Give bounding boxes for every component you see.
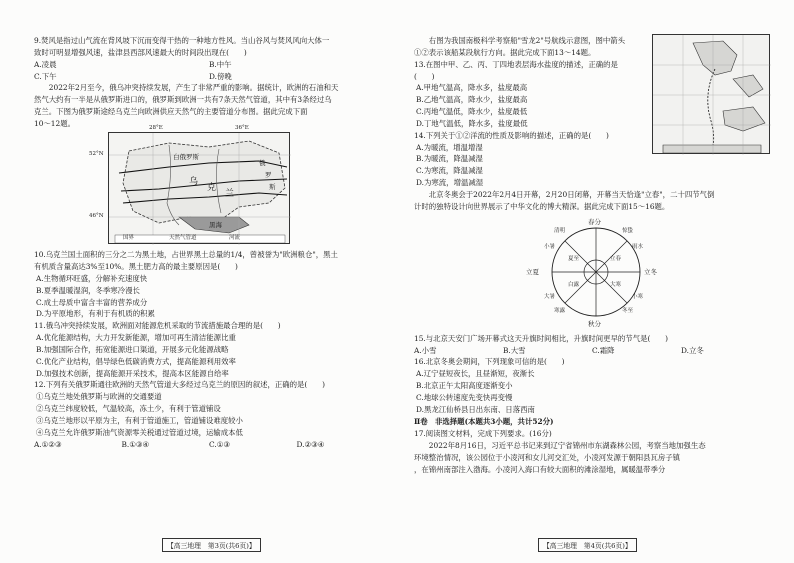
q14-option-d: D.为寒流，增温减湿 [416, 178, 484, 188]
footer-page-3: 【高三地理 第3页(共6页)】 [162, 538, 261, 552]
q11-option-c: C.优化产业结构，倡导绿色低碳消费方式，提高能源利用效率 [36, 356, 236, 366]
map-label-ukraine2: 克 [207, 183, 217, 194]
q10-option-d: D.为平原地形，有利于有机质的积累 [36, 309, 155, 319]
passage-olympics-line2: 计时的独特设计向世界展示了中华文化的博大精深。据此完成下面15～16题。 [414, 201, 670, 211]
solar-terms-diagram [526, 214, 662, 330]
q9-option-a: A.凌晨 [34, 59, 57, 69]
q11-option-b: B.加强国际合作，拓宽能源进口渠道，开展多元化能源战略 [36, 344, 229, 354]
q13-option-d: D.丁地气温低，降水多，盐度最低 [416, 118, 528, 128]
q13-paren: ( ) [414, 71, 435, 81]
route-map-drawing [653, 35, 771, 155]
q15-option-a: A.小雪 [414, 345, 437, 355]
term-dahan: 大寒 [610, 281, 622, 288]
solar-terms-wheel [530, 214, 662, 330]
q16-option-b: B.北京正午太阳高度逐渐变小 [416, 381, 513, 391]
q15-option-d: D.立冬 [681, 345, 704, 355]
q17-stem: 17.阅读图文材料，完成下列要求。(16分) [414, 429, 552, 439]
term-xiaoshu: 小暑 [544, 243, 556, 250]
q17-passage-line3: ，在锦州南部注入渤海。小凌河入海口有较大面积的滩涂湿地，属暖温带季分 [414, 464, 666, 474]
passage-olympics-line1: 北京冬奥会于2022年2月4日开幕，2月20日闭幕，开幕当天恰逢"立春"，二十四节气倒 [428, 189, 715, 199]
q15-options [414, 346, 770, 355]
term-hanlu: 寒露 [554, 307, 566, 314]
passage-ukraine-line3: 克兰。下图为俄罗斯途经乌克兰向欧洲供应天然气的主要管道分布图。据此完成下面 [34, 107, 308, 117]
q14-option-b: B.为暖流，降温减湿 [416, 154, 483, 164]
map-legend-border: 国界 [123, 235, 135, 242]
q13-stem: 13.在图中甲、乙、丙、丁四地表层海水盐度的描述，正确的是 [414, 59, 618, 69]
map-label-russia1: 俄 [259, 159, 266, 168]
q10-stem-line1: 10.乌克兰国土面积的三分之二为黑土地，占世界黑土总量的1/4，曾被誉为"欧洲粮仓"，黑土 [34, 250, 338, 260]
q12-statement-4: ④乌克兰允许俄罗斯油气资源零关税通过管道过境，运输成本低 [36, 427, 243, 437]
map-lon-36: 36°E [235, 125, 249, 132]
q16-option-a: A.辽宁昼短夜长，且昼渐短，夜渐长 [416, 369, 535, 379]
q9-option-c: C.下午 [34, 71, 57, 81]
term-dashu: 大暑 [544, 293, 556, 300]
q11-stem: 11.俄乌冲突持续发展，欧洲面对能源危机采取的节流措施最合理的是( ) [34, 321, 281, 331]
q12-stem: 12.下列有关俄罗斯通往欧洲的天然气管道大多经过乌克兰的原因的叙述，正确的是( ) [34, 380, 325, 390]
term-xiazhi: 夏至 [568, 255, 580, 262]
q17-passage-line1: 2022年8月16日，习近平总书记来到辽宁省锦州市东湖森林公园，考察当地加强生态 [428, 441, 706, 451]
term-xiaohan: 小寒 [632, 293, 644, 300]
map-label-belarus: 白俄罗斯 [173, 153, 199, 162]
q12-option-a: A.①②③ [34, 439, 62, 449]
term-jingzhe: 惊蛰 [622, 227, 634, 234]
q9-option-b: B.中午 [209, 59, 232, 69]
passage-ukraine-line1: 2022年2月至今，俄乌冲突持续发展，产生了非常严重的影响。据统计，欧洲的石油和天 [48, 83, 339, 93]
map-label-ukraine3: 兰 [225, 189, 235, 200]
q13-option-b: B.乙地气温高，降水少，盐度最高 [416, 95, 528, 105]
antarctic-route-map [652, 34, 770, 154]
q15-option-b: B.大雪 [503, 345, 526, 355]
q13-option-a: A.甲地气温高，降水多，盐度最高 [416, 83, 528, 93]
q9-stem-line2: 致时可明显增强风速，盐津县西部风速最大的时间段出现在( ) [34, 47, 247, 57]
q10-option-c: C.成土母质中富含丰富的营养成分 [36, 297, 148, 307]
map-drawing [109, 133, 291, 245]
q10-option-b: B.夏季温暖湿润，冬季寒冷漫长 [36, 285, 140, 295]
q16-option-d: D.黑龙江仙桥县日出东南、日落西南 [416, 404, 535, 414]
section-2-heading: Ⅱ卷 非选择题(本题共3小题，共计52分) [414, 416, 554, 426]
map-legend-river: 河流 [229, 235, 241, 242]
q15-stem: 15.与北京天安门广场开幕式这天升旗时间相比，升旗时间更早的节气是( ) [414, 333, 669, 343]
passage-ukraine-line2: 然气大约有一半是从俄罗斯进口的，俄罗斯到欧洲一共有7条天然气管道，其中有3条经过乌 [34, 95, 332, 105]
passage-xuelong-line2: ①②表示该船某段航行方向。据此完成下面13～14题。 [414, 47, 596, 57]
map-label-blacksea: 黑海 [209, 221, 222, 230]
q12-statement-2: ②乌克兰纬度较低，气温较高，冻土少，有利于管道铺设 [36, 404, 221, 414]
q10-stem-line2: 有机质含量高达3%至10%。黑土肥力高的最主要原因是( ) [34, 262, 238, 271]
q9-options-row1 [34, 60, 384, 69]
q15-option-c: C.霜降 [592, 345, 615, 355]
q12-option-c: C.①③ [209, 439, 230, 449]
q12-option-b: B.①③④ [121, 439, 150, 449]
q14-option-c: C.为寒流，降温减湿 [416, 166, 483, 176]
left-column [34, 36, 384, 452]
q12-statement-3: ③乌克兰地形以平原为主，有利于管道施工，管道铺设难度较小 [36, 415, 243, 425]
map-label-russia3: 斯 [269, 183, 276, 192]
q12-option-d: D.②③④ [296, 439, 325, 449]
q13-option-c: C.丙地气温低，降水少，盐度最低 [416, 107, 528, 117]
term-dongzhi: 冬至 [622, 307, 634, 314]
term-lichun: 立春 [610, 255, 622, 262]
map-lat-46: 46°N [89, 213, 104, 220]
q9-stem-line1: 9.焚风是指过山气流在背风坡下沉而变得干热的一种地方性风。当山谷风与焚风风向大体一 [34, 36, 330, 45]
term-lixia: 立夏 [526, 267, 539, 276]
map-label-russia2: 罗 [265, 171, 272, 180]
footer-page-4: 【高三地理 第4页(共6页)】 [538, 538, 637, 552]
q17-passage-line2: 环境整治情况，该公园位于小凌河和女儿河交汇处，小凌河发源于朝阳县瓦房子镇 [414, 452, 681, 462]
passage-ukraine-line4: 10～12题。 [34, 118, 75, 128]
q16-stem: 16.北京冬奥会期间，下列现象可信的是( ) [414, 357, 565, 367]
passage-xuelong-line1: 右图为我国南极科学考察船"雪龙2"号航线示意图，图中箭头 [428, 36, 626, 45]
map-lat-52: 52°N [89, 151, 104, 158]
ukraine-pipeline-map [89, 125, 290, 244]
term-qingming: 清明 [554, 227, 566, 234]
term-lidong: 立冬 [644, 267, 657, 276]
term-qiufen: 秋分 [588, 319, 601, 328]
q14-stem: 14.下列关于①②洋流的性质及影响的描述，正确的是( ) [414, 130, 609, 140]
q12-options [34, 440, 384, 449]
q14-option-a: A.为暖流，增温增湿 [416, 142, 483, 152]
q11-option-a: A.优化能源结构，大力开发新能源，增加可再生清洁能源比重 [36, 333, 236, 343]
map-lon-28: 28°E [149, 125, 163, 132]
map-legend-pipeline: 天然气管道 [169, 235, 197, 242]
term-chunfen: 春分 [588, 217, 601, 226]
term-bailu: 白露 [568, 281, 580, 288]
term-yushui: 雨水 [632, 243, 644, 250]
q10-option-a: A.生物循环旺盛，分解补充速度快 [36, 273, 148, 283]
q11-option-d: D.加强技术创新，提高能源开采技术，提高本区能源自给率 [36, 368, 229, 378]
q9-option-d: D.傍晚 [209, 71, 232, 81]
q12-statement-1: ①乌克兰地处俄罗斯与欧洲的交通要道 [36, 392, 162, 402]
q16-option-c: C.地球公转速度先变快再变慢 [416, 392, 513, 402]
q9-options-row2 [34, 72, 384, 81]
map-label-ukraine1: 乌 [189, 177, 199, 188]
